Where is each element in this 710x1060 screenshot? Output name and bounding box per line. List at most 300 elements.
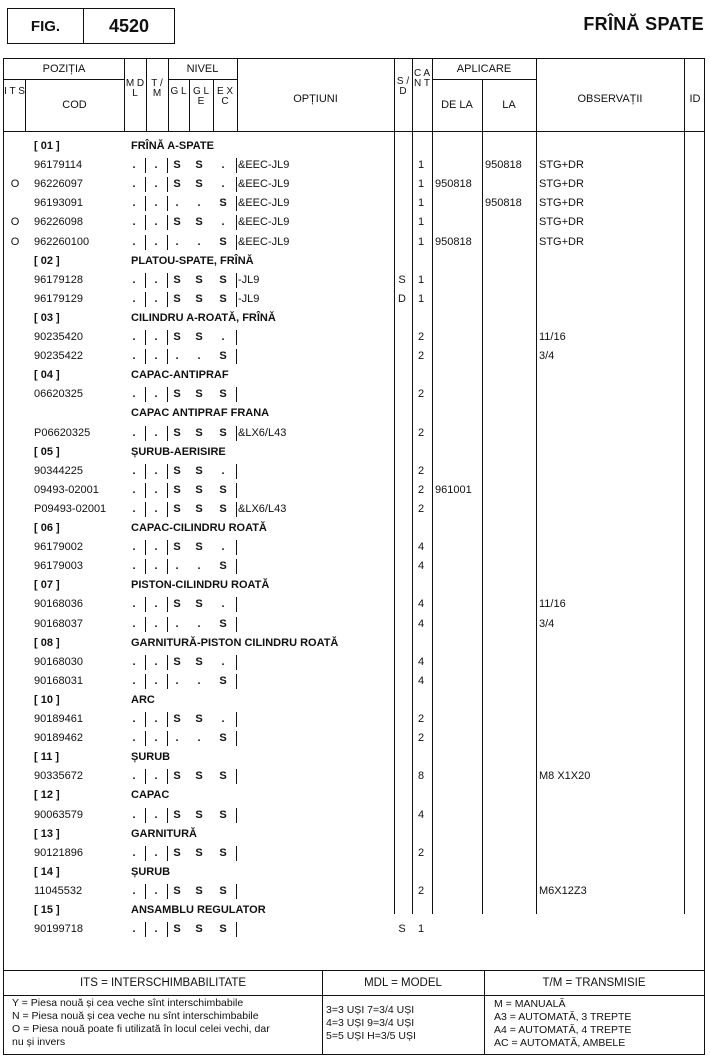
cell-gle: S [195, 598, 203, 611]
table-row [3, 920, 705, 939]
section-title: CAPAC-ANTIPRAF [131, 369, 229, 382]
cell-cant: 1 [417, 178, 425, 191]
cell-cant: 4 [417, 674, 425, 687]
row-divider [167, 502, 168, 517]
cell-tm: . [154, 541, 158, 554]
row-divider [236, 349, 237, 364]
position-number: [ 08 ] [34, 636, 60, 649]
cell-cant: 1 [417, 235, 425, 248]
row-divider [167, 712, 168, 727]
cell-cant: 1 [417, 923, 425, 936]
row-divider [167, 769, 168, 784]
cell-tm: . [154, 292, 158, 305]
legend-tm-title: T/M = TRANSMISIE [542, 977, 646, 989]
cell-tm: . [154, 884, 158, 897]
row-divider [236, 158, 237, 173]
row-divider [167, 235, 168, 250]
row-divider [145, 769, 146, 784]
cell-gle: . [197, 732, 201, 745]
cell-gle: S [195, 713, 203, 725]
row-divider [145, 387, 146, 402]
header-nivel: NIVEL [186, 63, 219, 75]
cell-cod: 90199718 [34, 923, 83, 936]
cell-gle: . [197, 674, 201, 687]
row-divider [145, 235, 146, 250]
cell-mdl: . [132, 197, 136, 210]
row-divider [167, 597, 168, 612]
cell-gl: S [173, 388, 181, 401]
row-divider [145, 597, 146, 612]
table-row [3, 194, 705, 213]
legend-tm-line: A4 = AUTOMATĂ, 4 TREPTE [494, 1024, 632, 1036]
cell-cod: 90121896 [34, 846, 83, 859]
cell-cod: 90168037 [34, 617, 83, 630]
cell-exc: . [221, 598, 225, 611]
section-row [3, 825, 705, 844]
table-row [3, 710, 705, 729]
row-divider [236, 502, 237, 517]
cell-gl: S [173, 502, 181, 515]
section-title: ȘURUB [131, 865, 171, 878]
section-title: CILINDRU A-ROATĂ, FRÎNĂ [131, 311, 276, 324]
cell-cant: 4 [417, 560, 425, 573]
row-divider [167, 349, 168, 364]
cell-cant: 1 [417, 292, 425, 305]
cell-gle: . [197, 617, 201, 630]
row-divider [145, 655, 146, 670]
position-number: [ 05 ] [34, 445, 60, 458]
cell-tm: . [154, 464, 158, 477]
cell-gl: S [173, 483, 181, 496]
section-title: CAPAC [131, 789, 170, 802]
row-divider [145, 617, 146, 632]
cell-cod: 96179114 [34, 159, 83, 172]
cell-mdl: . [132, 216, 136, 229]
legend-its-line: N = Piesa nouă și cea veche nu sînt interschimbabile [12, 1010, 259, 1022]
cell-gle: S [195, 388, 203, 401]
header-mdl: M D L [125, 78, 145, 99]
cell-obs: STG+DR [539, 159, 584, 172]
cell-gle: S [195, 331, 203, 343]
row-divider [236, 464, 237, 479]
section-title: PLATOU-SPATE, FRÎNĂ [131, 254, 254, 267]
cell-cant: 1 [417, 216, 425, 229]
header-its: I T S [4, 86, 25, 97]
cell-cod: 90168031 [34, 674, 83, 687]
cell-gl: . [175, 235, 179, 248]
section-title: ȘURUB-AERISIRE [131, 445, 226, 458]
section-title: FRÎNĂ A-SPATE [131, 140, 214, 152]
section-row [3, 748, 705, 767]
cell-tm: . [154, 560, 158, 573]
row-divider [236, 731, 237, 746]
row-divider [167, 655, 168, 670]
header-cod: COD [62, 99, 87, 111]
row-divider [236, 483, 237, 498]
row-divider [167, 846, 168, 861]
cell-mdl: . [132, 331, 136, 343]
table-row [3, 538, 705, 557]
row-divider [145, 483, 146, 498]
legend-mdl-line: 3=3 UȘI 7=3/4 UȘI [326, 1004, 415, 1016]
legend-its-line: Y = Piesa nouă și cea veche sînt interschimbabile [12, 997, 244, 1009]
row-divider [167, 292, 168, 307]
cell-tm: . [154, 923, 158, 936]
cell-cant: 2 [417, 426, 425, 439]
position-number: [ 14 ] [34, 865, 60, 878]
cell-mdl: . [132, 502, 136, 515]
table-row [3, 213, 705, 232]
row-divider [145, 215, 146, 230]
legend-its-line: nu și invers [12, 1036, 66, 1048]
cell-cod: 96179002 [34, 541, 83, 554]
cell-la: 950818 [485, 159, 522, 172]
cell-gle: S [195, 273, 203, 286]
cell-opt: &EEC-JL9 [238, 235, 290, 248]
cell-gl: S [173, 884, 181, 897]
cell-gl: S [173, 770, 181, 783]
row-divider [167, 464, 168, 479]
row-divider [145, 292, 146, 307]
cell-cant: 2 [417, 350, 425, 363]
table-row [3, 271, 705, 290]
row-divider [145, 158, 146, 173]
section-title: ANSAMBLU REGULATOR [131, 904, 266, 916]
figure-box [7, 8, 175, 44]
cell-gl: S [173, 655, 181, 668]
cell-cod: 96226097 [34, 178, 83, 191]
figure-number: 4520 [108, 15, 150, 36]
section-row [3, 519, 705, 538]
cell-gle: . [197, 197, 201, 210]
cell-obs: 3/4 [539, 617, 555, 630]
row-divider [236, 712, 237, 727]
cell-cod: 90235420 [34, 331, 83, 343]
row-divider [167, 922, 168, 937]
cell-exc: S [219, 388, 227, 401]
cell-gl: S [173, 713, 181, 725]
section-row [3, 786, 705, 805]
cell-gle: S [195, 884, 203, 897]
row-divider [145, 559, 146, 574]
cell-cod: P06620325 [34, 426, 91, 439]
cell-mdl: . [132, 178, 136, 191]
cell-cant: 2 [417, 884, 425, 897]
row-divider [236, 769, 237, 784]
section-row [3, 443, 705, 462]
row-divider [145, 177, 146, 192]
row-divider [236, 559, 237, 574]
section-row [3, 404, 705, 423]
cell-mdl: . [132, 464, 136, 477]
cell-mdl: . [132, 541, 136, 554]
cell-tm: . [154, 617, 158, 630]
row-divider [167, 273, 168, 288]
cell-cant: 2 [417, 732, 425, 745]
cell-cod: 11045532 [34, 884, 83, 897]
cell-cant: 1 [417, 197, 425, 210]
section-row [3, 691, 705, 710]
table-row [3, 729, 705, 748]
cell-gle: . [197, 350, 201, 363]
cell-exc: S [219, 732, 227, 745]
cell-gl: S [173, 464, 181, 477]
header-optiuni: OPȚIUNI [293, 93, 338, 105]
cell-gle: S [195, 655, 203, 668]
cell-cod: 09493-02001 [34, 483, 99, 496]
row-divider [145, 464, 146, 479]
row-divider [167, 177, 168, 192]
legend-its-title: ITS = INTERSCHIMBABILITATE [79, 977, 247, 989]
cell-tm: . [154, 159, 158, 172]
cell-opt: &EEC-JL9 [238, 159, 290, 172]
cell-exc: . [221, 159, 225, 172]
cell-cod: 90344225 [34, 464, 83, 477]
cell-cant: 2 [417, 846, 425, 859]
row-divider [167, 215, 168, 230]
cell-opt: &LX6/L43 [238, 502, 287, 515]
cell-exc: S [219, 846, 227, 859]
cell-tm: . [154, 713, 158, 725]
position-number: [ 10 ] [34, 693, 60, 706]
row-divider [167, 884, 168, 899]
section-row [3, 576, 705, 595]
cell-mdl: . [132, 770, 136, 783]
cell-gle: S [195, 178, 203, 191]
cell-exc: . [221, 331, 225, 343]
cell-exc: S [219, 884, 227, 897]
cell-gle: S [195, 502, 203, 515]
cell-cant: 2 [417, 388, 425, 401]
cell-gl: S [173, 598, 181, 611]
cell-gl: S [173, 159, 181, 172]
header-tm: T / M [151, 78, 163, 99]
row-divider [236, 846, 237, 861]
row-divider [145, 712, 146, 727]
figure-label: FIG. [8, 9, 84, 43]
cell-dela: 950818 [435, 178, 472, 191]
section-row [3, 634, 705, 653]
cell-gl: S [173, 923, 181, 936]
cell-obs: STG+DR [539, 216, 584, 229]
row-divider [145, 884, 146, 899]
cell-its: O [10, 216, 20, 229]
cell-tm: . [154, 388, 158, 401]
cell-obs: 11/16 [539, 598, 566, 611]
table-row [3, 672, 705, 691]
row-divider [167, 808, 168, 823]
cell-obs: 3/4 [539, 350, 555, 363]
cell-gle: S [195, 292, 203, 305]
cell-tm: . [154, 197, 158, 210]
row-divider [236, 540, 237, 555]
cell-obs: STG+DR [539, 197, 584, 210]
cell-tm: . [154, 770, 158, 783]
row-divider [236, 922, 237, 937]
row-divider [167, 158, 168, 173]
legend-tm-line: AC = AUTOMATĂ, AMBELE [494, 1037, 626, 1049]
row-divider [236, 235, 237, 250]
cell-cod: P09493-02001 [34, 502, 107, 515]
cell-exc: S [219, 273, 227, 286]
cell-exc: . [221, 178, 225, 191]
position-number: [ 01 ] [34, 140, 60, 152]
table-row [3, 385, 705, 404]
table-row [3, 595, 705, 614]
row-divider [145, 502, 146, 517]
legend-mdl-line: 5=5 UȘI H=3/5 UȘI [326, 1030, 416, 1042]
cell-cod: 90189461 [34, 713, 83, 725]
cell-opt: &EEC-JL9 [238, 216, 290, 229]
cell-exc: S [219, 426, 227, 439]
cell-mdl: . [132, 808, 136, 821]
row-divider [145, 731, 146, 746]
cell-tm: . [154, 331, 158, 343]
cell-gle: S [195, 846, 203, 859]
cell-gle: S [195, 541, 203, 554]
cell-cant: 4 [417, 598, 425, 611]
cell-cant: 2 [417, 713, 425, 725]
cell-mdl: . [132, 426, 136, 439]
cell-cant: 2 [417, 464, 425, 477]
cell-gl: S [173, 808, 181, 821]
cell-opt: &LX6/L43 [238, 426, 287, 439]
cell-cod: 06620325 [34, 388, 83, 401]
header-gle: G L E [192, 86, 210, 107]
cell-exc: . [221, 541, 225, 554]
cell-cod: 96179129 [34, 292, 83, 305]
position-number: [ 11 ] [34, 751, 60, 764]
section-title: GARNITURĂ [131, 827, 197, 840]
cell-cod: 962260100 [34, 235, 90, 248]
cell-mdl: . [132, 273, 136, 286]
cell-gle: S [195, 770, 203, 783]
cell-tm: . [154, 674, 158, 687]
row-divider [145, 196, 146, 211]
cell-cant: 2 [417, 331, 425, 343]
cell-its: O [10, 235, 20, 248]
cell-cod: 90189462 [34, 732, 83, 745]
section-title: GARNITURĂ-PISTON CILINDRU ROATĂ [131, 636, 339, 649]
cell-gle: S [195, 808, 203, 821]
header-la: LA [502, 99, 516, 111]
row-divider [167, 731, 168, 746]
section-row [3, 863, 705, 882]
section-title: ARC [131, 693, 155, 706]
table-row [3, 328, 705, 347]
row-divider [145, 330, 146, 345]
table-row [3, 481, 705, 500]
header-pozitia: POZIȚIA [42, 63, 86, 75]
row-divider [167, 559, 168, 574]
row-divider [236, 884, 237, 899]
table-row [3, 462, 705, 481]
cell-mdl: . [132, 617, 136, 630]
table-row [3, 882, 705, 901]
section-row [3, 137, 705, 156]
position-number: [ 06 ] [34, 522, 60, 534]
row-divider [145, 273, 146, 288]
cell-dela: 950818 [435, 235, 472, 248]
table-row [3, 424, 705, 443]
cell-opt: -JL9 [238, 292, 260, 305]
row-divider [167, 196, 168, 211]
row-divider [236, 273, 237, 288]
row-divider [236, 177, 237, 192]
row-divider [236, 808, 237, 823]
position-number: [ 07 ] [34, 579, 60, 592]
cell-obs: M6X12Z3 [539, 884, 587, 897]
cell-exc: . [221, 464, 225, 477]
cell-cod: 96193091 [34, 197, 83, 210]
cell-gl: S [173, 292, 181, 305]
row-divider [167, 483, 168, 498]
position-number: [ 03 ] [34, 311, 60, 324]
header-gl: G L [170, 86, 187, 97]
cell-mdl: . [132, 923, 136, 936]
header-exc: E X C [216, 86, 234, 107]
header-sd: S / D [396, 76, 410, 97]
position-number: [ 13 ] [34, 827, 60, 840]
cell-gl: S [173, 273, 181, 286]
cell-exc: S [219, 502, 227, 515]
cell-cod: 90168030 [34, 655, 83, 668]
cell-mdl: . [132, 655, 136, 668]
section-row [3, 366, 705, 385]
cell-cant: 4 [417, 808, 425, 821]
row-divider [145, 349, 146, 364]
cell-mdl: . [132, 674, 136, 687]
cell-exc: S [219, 808, 227, 821]
table-row [3, 347, 705, 366]
legend [3, 971, 705, 1055]
cell-cod: 96179128 [34, 273, 83, 286]
row-divider [145, 808, 146, 823]
cell-mdl: . [132, 560, 136, 573]
cell-exc: S [219, 483, 227, 496]
header-aplicare: APLICARE [456, 63, 512, 75]
cell-exc: S [219, 770, 227, 783]
cell-gl: . [175, 674, 179, 687]
position-number: [ 02 ] [34, 254, 60, 267]
cell-cod: 96179003 [34, 560, 83, 573]
row-divider [236, 426, 237, 441]
section-row [3, 252, 705, 271]
cell-gle: . [197, 235, 201, 248]
table-row [3, 156, 705, 175]
section-title: PISTON-CILINDRU ROATĂ [131, 579, 270, 592]
cell-cod: 90168036 [34, 598, 83, 611]
cell-gle: S [195, 483, 203, 496]
cell-mdl: . [132, 884, 136, 897]
header-cant: C A N T [413, 68, 431, 89]
cell-cod: 90235422 [34, 350, 83, 363]
cell-opt: &EEC-JL9 [238, 178, 290, 191]
cell-exc: . [221, 216, 225, 229]
row-divider [167, 426, 168, 441]
cell-cod: 90335672 [34, 770, 83, 783]
header-id: ID [689, 93, 701, 105]
cell-exc: S [219, 923, 227, 936]
row-divider [236, 387, 237, 402]
section-row [3, 901, 705, 920]
cell-tm: . [154, 598, 158, 611]
cell-tm: . [154, 655, 158, 668]
row-divider [167, 674, 168, 689]
cell-cant: 1 [417, 159, 425, 172]
table-row [3, 557, 705, 576]
cell-tm: . [154, 235, 158, 248]
